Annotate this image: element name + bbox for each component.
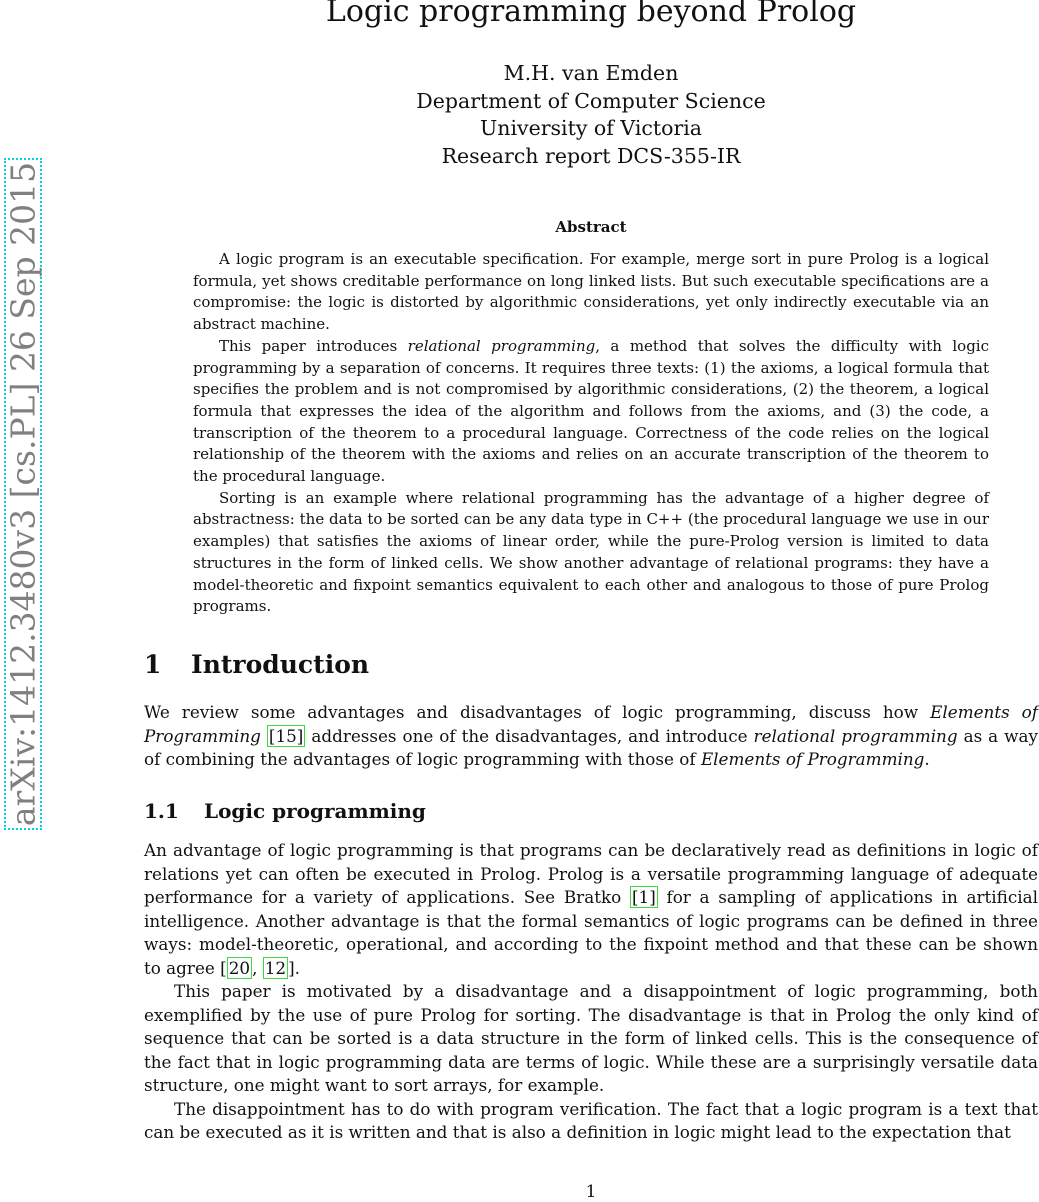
emphasis: Elements of Programming	[700, 749, 925, 769]
subsection-title: Logic programming	[204, 799, 426, 823]
subsection-heading-logic-programming	[144, 799, 426, 823]
author-university: University of Victoria	[479, 116, 703, 140]
subsection-number: 1.1	[144, 799, 179, 823]
abstract-paragraph: A logic program is an executable specification. For example, merge sort in pure Prolog is a logical formula, yet shows creditable performance on long linked lists. But such executable specifications are a compromise: the logic is distorted by algorithmic considerations, yet only indirectly executable via an abstract machine.	[193, 250, 989, 334]
body-paragraph: An advantage of logic programming is that programs can be declaratively read as definitions in logic of relations yet can often be executed in Prolog. Prolog is a versatile programming language of adequate performance for a variety of applications. See Bratko [1] for a sampling of applications in artificial intelligence. Another advantage is that the formal semantics of logic programs can be defined in three ways: model-theoretic, operational, and according to the fixpoint method and that these can be shown to agree [ 20 , 12 ].	[144, 840, 1038, 978]
logic-programming-body	[144, 839, 1038, 1145]
section-title: Introduction	[191, 650, 370, 679]
abstract-paragraph: Sorting is an example where relational programming has the advantage of a higher degree of abstractness: the data to be sorted can be any data type in C++ (the procedural language we use in our examples) that satisfies the axioms of linear order, while the pure-Prolog version is limited to data structures in the form of linked cells. We show another advantage of relational programs: they have a model-theoretic and fixpoint semantics equivalent to each other and analogous to those of pure Prolog programs.	[193, 488, 989, 616]
body-paragraph: This paper is motivated by a disadvantage and a disappointment of logic programming, both exemplified by the use of pure Prolog for sorting. The disadvantage is that in Prolog the only kind of sequence that can be sorted is a data structure in the form of linked cells. This is the consequence of the fact that in logic programming data are terms of logic. While these are a surprisingly versatile data structure, one might want to sort arrays, for example.	[144, 981, 1038, 1095]
emphasis: Elements of Programming	[144, 702, 1038, 746]
emphasis: relational programming	[407, 336, 596, 355]
introduction-body	[144, 701, 1038, 772]
citation-link[interactable]: [15]	[268, 725, 304, 746]
section-number: 1	[144, 650, 162, 679]
page-number: 1	[585, 1182, 597, 1202]
citation-link[interactable]: 12	[264, 957, 287, 978]
arxiv-stamp	[4, 158, 42, 830]
abstract-paragraph: This paper introduces relational programming, a method that solves the difficulty with logic programming by a separation of concerns. It requires three texts: (1) the axioms, a logical formula that specifies the problem and is not compromised by algorithmic considerations, (2) the theorem, a logical formula that expresses the idea of the algorithm and follows from the axioms, and (3) the code, a transcription of the theorem to a procedural language. Correctness of the code relies on the logical relationship of the theorem with the axioms and relies on an accurate transcription of the theorem to the procedural language.	[193, 336, 989, 486]
author-name: M.H. van Emden	[503, 61, 679, 85]
abstract-heading: Abstract	[555, 218, 627, 236]
paper-title: Logic programming beyond Prolog	[325, 0, 857, 29]
citation-link[interactable]: 20	[228, 957, 251, 978]
author-block	[0, 60, 1039, 170]
body-paragraph: We review some advantages and disadvantages of logic programming, discuss how Elements of Programming [15] addresses one of the disadvantages, and introduce relational programming as a way of combining the advantages of logic programming with those of Elements of Programming.	[144, 702, 1038, 769]
report-number: Research report DCS-355-IR	[441, 143, 741, 168]
citation-link[interactable]: [1]	[631, 887, 656, 907]
section-heading-introduction	[144, 650, 369, 679]
emphasis: relational programming	[753, 725, 958, 746]
body-paragraph: The disappointment has to do with program verification. The fact that a logic program is a text that can be executed as it is written and that is also a definition in logic might lead to the expectation that	[144, 1098, 1038, 1142]
author-department: Department of Computer Science	[416, 88, 766, 113]
abstract-body	[193, 249, 989, 618]
arxiv-stamp-text: arXiv:1412.3480v3 [cs.PL] 26 Sep 2015	[3, 161, 43, 827]
